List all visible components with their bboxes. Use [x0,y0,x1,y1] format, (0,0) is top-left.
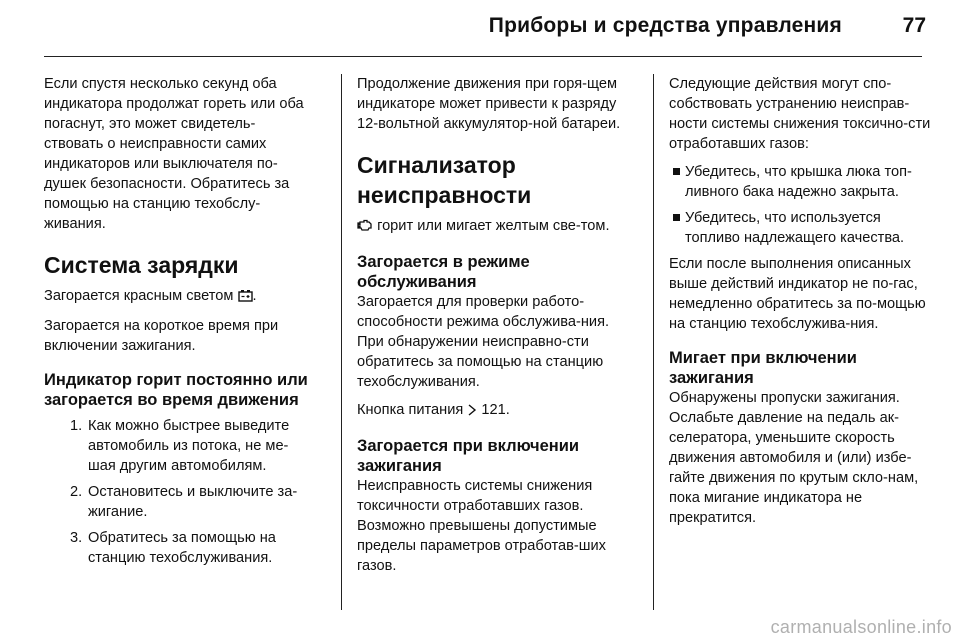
paragraph-misfire: Обнаружены пропуски зажигания. Ослабьте давление на педаль ак-селератора, уменьшите скорость движения автомобиля и (или) избе-гайте движения по крутым скло-нам, пока мигание индикатора не прекратится. [669,390,919,526]
list-item: 3. Обратитесь за помощью на станцию техобслуживания. [70,530,276,566]
column-divider [653,74,654,610]
column-1 [44,74,312,574]
page-reference-icon [467,402,477,422]
page-number: 77 [902,14,926,37]
page-title: Приборы и средства управления [488,14,842,37]
list-item: Убедитесь, что используется топливо надлежащего качества. [669,208,937,248]
watermark: carmanualsonline.info [770,617,952,637]
battery-icon [238,288,253,308]
header-rule [44,56,922,57]
list-item: 1. Как можно быстрее выведите автомобиль из потока, не ме-шая другим автомобилям. [70,418,290,474]
heading-charging-system: Система зарядки [44,252,239,278]
column-2 [357,74,625,584]
paragraph-airbag-indicators: Если спустя несколько секунд оба индикатора продолжат гореть или оба погаснут, это может свидетель-ствовать о неисправности самих индикаторов или выключателя по-душек безопасности. Обратитесь за помощью на станцию техобслу-живания. [44,76,304,232]
bullet-list [669,162,937,248]
column-3 [669,74,937,536]
paragraph-actions: Следующие действия могут спо-собствовать устранению неисправ-ности системы снижения токсично-сти отработавших газов: [669,76,931,152]
list-item: Убедитесь, что крышка люка топ-ливного бака надежно закрыта. [669,162,937,202]
paragraph-continue-driving: Продолжение движения при горя-щем индикаторе может привести к разряду 12-вольтной аккумулятор-ной батареи. [357,76,621,132]
heading-malfunction-indicator: Сигнализатор неисправности [357,152,532,208]
bullet-icon [673,168,680,175]
paragraph-service-mode: Загорается для проверки работо-способности режима обслужива-ния. При обнаружении неисправно-сти обратитесь за помощью на станцию техобслуживания. [357,294,610,390]
column-divider [341,74,342,610]
heading-indicator-constant: Индикатор горит постоянно или загорается во время движения [44,371,308,409]
engine-check-icon [357,218,373,238]
list-item: 2. Остановитесь и выключите за-жигание. [70,484,298,520]
heading-flashing: Мигает при включении зажигания [669,349,857,387]
paragraph-emission-fault: Неисправность системы снижения токсичности отработавших газов. Возможно превышены допустимые пределы параметров отработав-ших газов. [357,478,606,574]
paragraph-after-actions: Если после выполнения описанных выше действий индикатор не по-гас, немедленно обратитесь за по-мощью на станцию техобслужива-ния. [669,256,926,332]
heading-service-mode: Загорается в режиме обслуживания [357,253,530,291]
paragraph-lights-yellow: горит или мигает желтым све-том. [357,216,625,238]
steps-list [44,416,312,568]
paragraph-power-button: Кнопка питания 121. [357,400,625,422]
paragraph-short-time: Загорается на короткое время при включении зажигания. [44,318,279,354]
paragraph-lights-red: Загорается красным светом . [44,286,312,308]
bullet-icon [673,214,680,221]
heading-ignition-on: Загорается при включении зажигания [357,437,580,475]
page-header [0,0,960,56]
